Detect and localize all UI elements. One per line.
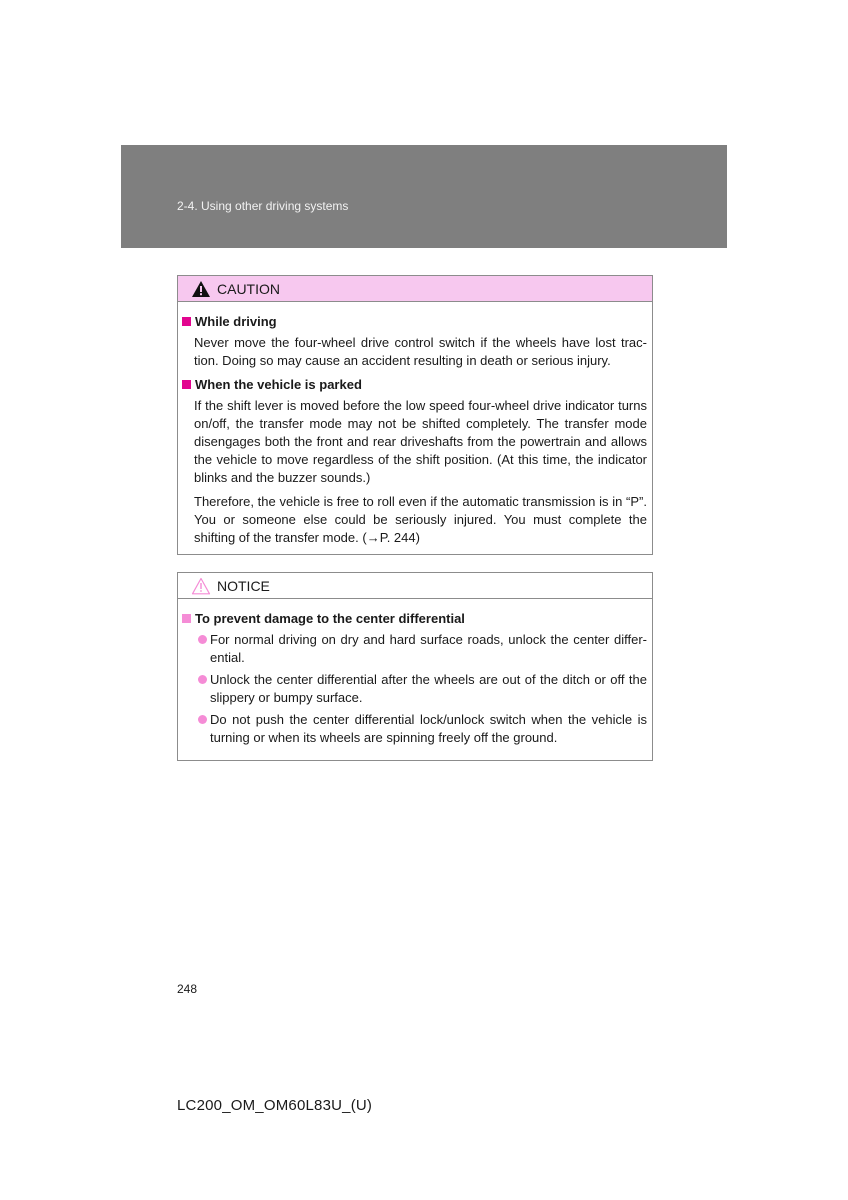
warning-triangle-icon bbox=[191, 280, 211, 298]
notice-bullet-text: Unlock the center differential after the wheels are out of the ditch or off the slippery or bumpy surface. bbox=[210, 672, 647, 705]
notice-bullet-text: Do not push the center differential lock/unlock switch when the vehicle is turning or when its wheels are spinning freely off the ground. bbox=[210, 712, 647, 745]
notice-bullet-text: For normal driving on dry and hard surface roads, unlock the center differ-ential. bbox=[210, 632, 647, 665]
caution-paragraph: Therefore, the vehicle is free to roll even if the automatic transmission is in “P”. You or someone else could be seriously injured. You must complete the shifting of the transfer mode. (→P. 244) bbox=[194, 494, 647, 545]
notice-body bbox=[178, 599, 652, 747]
square-bullet-icon bbox=[182, 317, 191, 326]
notice-bullet bbox=[198, 711, 647, 747]
caution-box bbox=[177, 275, 653, 555]
document-code: LC200_OM_OM60L83U_(U) bbox=[177, 1097, 373, 1114]
notice-triangle-icon bbox=[191, 577, 211, 595]
dot-bullet-icon bbox=[198, 715, 207, 724]
notice-subheading bbox=[182, 610, 647, 627]
dot-bullet-icon bbox=[198, 675, 207, 684]
page-number: 248 bbox=[177, 982, 198, 996]
caution-label: CAUTION bbox=[217, 280, 280, 297]
section-header-band bbox=[121, 145, 727, 248]
caution-header bbox=[178, 276, 652, 302]
notice-bullet bbox=[198, 671, 647, 707]
caution-subheading-text: While driving bbox=[195, 314, 277, 329]
caution-paragraph: Never move the four-wheel drive control switch if the wheels have lost trac-tion. Doing so may cause an accident resulting in death or serious injury. bbox=[194, 335, 647, 368]
caution-subheading-text: When the vehicle is parked bbox=[195, 377, 362, 392]
notice-bullet bbox=[198, 631, 647, 667]
notice-label: NOTICE bbox=[217, 577, 270, 594]
square-bullet-icon bbox=[182, 380, 191, 389]
notice-box bbox=[177, 572, 653, 761]
square-bullet-icon bbox=[182, 614, 191, 623]
caution-subheading-parked bbox=[182, 376, 647, 393]
caution-paragraph: If the shift lever is moved before the low speed four-wheel drive indicator turns on/off, the transfer mode may not be shifted completely. The transfer mode disengages both the front and rear driveshafts from the powertrain and allows the vehicle to move regardless of the shift position. (At this time, the indicator blinks and the buzzer sounds.) bbox=[194, 398, 647, 485]
section-title: 2-4. Using other driving systems bbox=[177, 199, 349, 213]
dot-bullet-icon bbox=[198, 635, 207, 644]
caution-body bbox=[178, 302, 652, 547]
notice-header bbox=[178, 573, 652, 599]
caution-subheading-driving bbox=[182, 313, 647, 330]
notice-subheading-text: To prevent damage to the center differential bbox=[195, 611, 465, 626]
